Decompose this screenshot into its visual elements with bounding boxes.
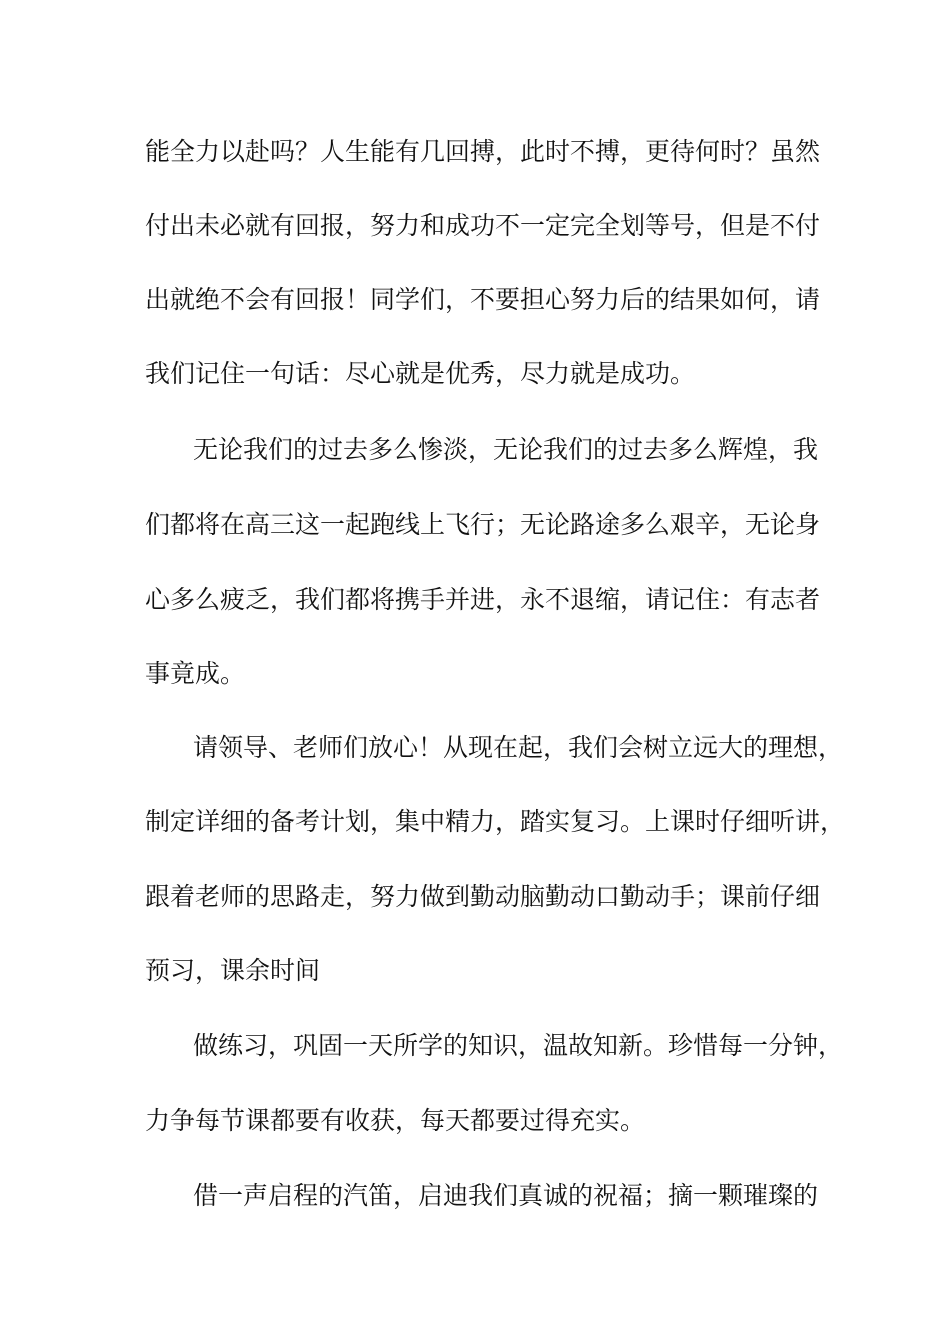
text-line: 心多么疲乏，我们都将携手并进，永不退缩，请记住：有志者 xyxy=(145,585,821,614)
text-line: 付出未必就有回报，努力和成功不一定完全划等号，但是不付 xyxy=(145,211,821,240)
paragraph-start-line: 无论我们的过去多么惨淡，无论我们的过去多么辉煌，我 xyxy=(193,435,819,464)
paragraph-start-line: 请领导、老师们放心！从现在起，我们会树立远大的理想， xyxy=(193,733,844,762)
text-line: 们都将在高三这一起跑线上飞行；无论路途多么艰辛，无论身 xyxy=(145,510,821,539)
text-line: 我们记住一句话：尽心就是优秀，尽力就是成功。 xyxy=(145,359,696,388)
paragraph-start-line: 借一声启程的汽笛，启迪我们真诚的祝福；摘一颗璀璨的 xyxy=(193,1181,819,1210)
paragraph-start-line: 做练习，巩固一天所学的知识，温故知新。珍惜每一分钟， xyxy=(193,1031,844,1060)
text-line: 跟着老师的思路走，努力做到勤动脑勤动口勤动手；课前仔细 xyxy=(145,882,821,911)
text-line: 事竟成。 xyxy=(145,659,246,688)
text-line: 预习，课余时间 xyxy=(145,956,321,985)
text-line: 出就绝不会有回报！同学们，不要担心努力后的结果如何，请 xyxy=(145,285,821,314)
text-line: 能全力以赴吗？人生能有几回搏，此时不搏，更待何时？虽然 xyxy=(145,137,821,166)
text-line: 力争每节课都要有收获，每天都要过得充实。 xyxy=(145,1106,646,1135)
text-line: 制定详细的备考计划，集中精力，踏实复习。上课时仔细听讲， xyxy=(145,807,846,836)
